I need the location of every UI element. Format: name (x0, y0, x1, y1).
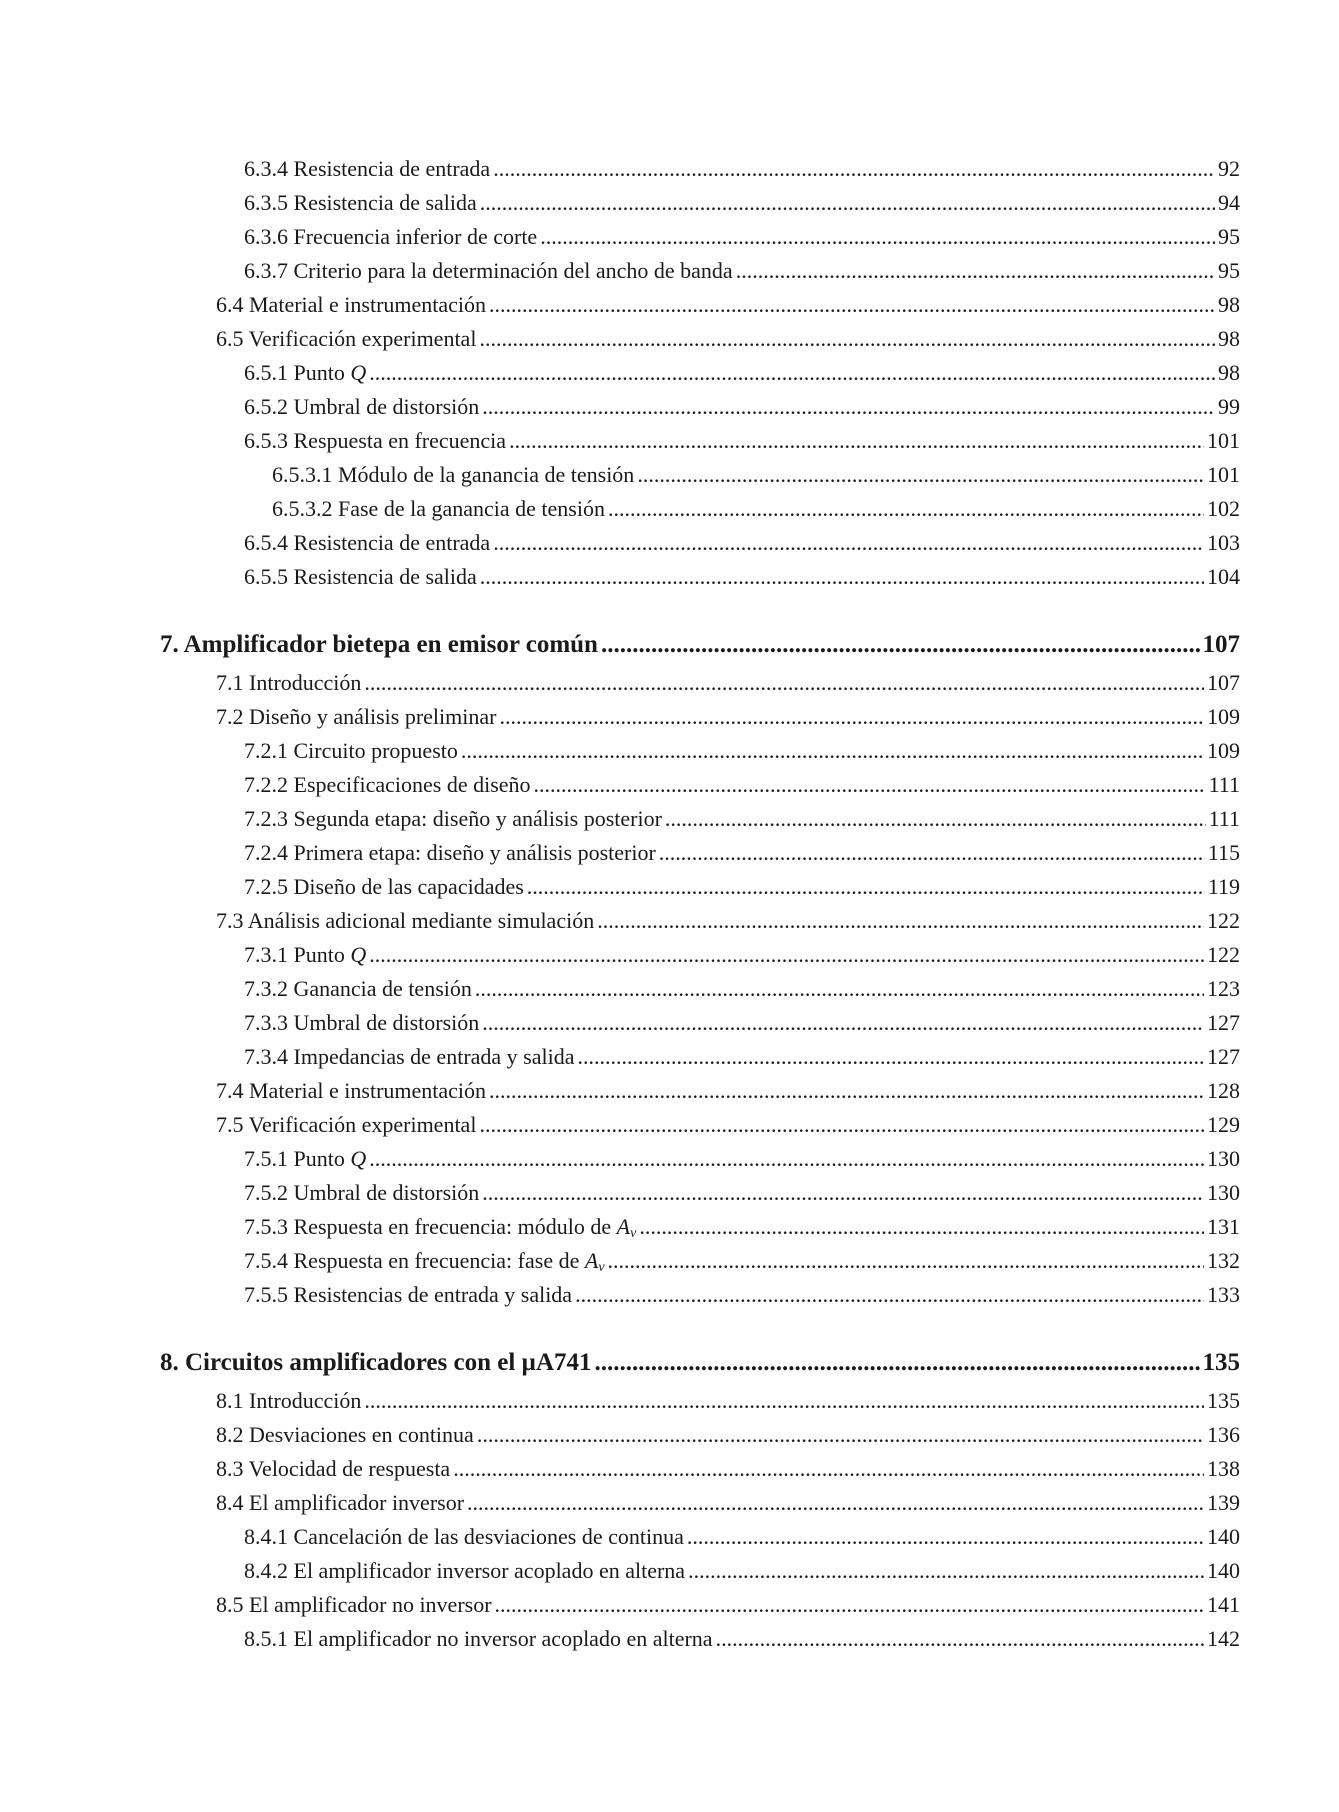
dot-leader (480, 560, 1204, 594)
toc-entry[interactable] (160, 802, 1240, 836)
dot-leader (608, 1244, 1204, 1278)
toc-entry-label: 7.2.1 Circuito propuesto (244, 738, 458, 763)
toc-page-number: 122 (1207, 942, 1240, 967)
toc-page-number: 141 (1207, 1592, 1240, 1617)
dot-leader (688, 1554, 1204, 1588)
toc-entry[interactable] (160, 1520, 1240, 1554)
toc-entry[interactable] (160, 1486, 1240, 1520)
toc-entry[interactable] (160, 186, 1240, 220)
toc-entry[interactable] (160, 492, 1240, 526)
toc-entry-label: 6.3.5 Resistencia de salida (244, 190, 477, 215)
toc-entry[interactable] (160, 424, 1240, 458)
toc-entry-label: 7.5.5 Resistencias de entrada y salida (244, 1282, 573, 1307)
toc-entry-symbol: Q (350, 1146, 367, 1171)
toc-page-number: 107 (1207, 670, 1240, 695)
dot-leader (493, 152, 1215, 186)
dot-leader (479, 1108, 1204, 1142)
dot-leader (509, 424, 1204, 458)
toc-entry[interactable] (160, 836, 1240, 870)
toc-entry[interactable] (160, 1176, 1240, 1210)
toc-page-number: 102 (1207, 496, 1240, 521)
toc-entry[interactable] (160, 560, 1240, 594)
toc-entry-subscript: v (598, 1260, 605, 1275)
toc-page-number: 107 (1202, 631, 1240, 658)
toc-page-number: 138 (1207, 1456, 1240, 1481)
toc-entry-label: 7.3.3 Umbral de distorsión (244, 1010, 480, 1035)
toc-entry-label: 6.5.3.2 Fase de la ganancia de tensión (272, 496, 605, 521)
toc-page-number: 130 (1207, 1180, 1240, 1205)
toc-entry[interactable] (160, 734, 1240, 768)
toc-entry-label: 7.5.2 Umbral de distorsión (244, 1180, 480, 1205)
toc-entry-label: 6.5 Verificación experimental (216, 326, 477, 351)
dot-leader (479, 322, 1215, 356)
toc-page-number: 142 (1207, 1626, 1240, 1651)
toc-entry[interactable] (160, 458, 1240, 492)
dot-leader (597, 904, 1204, 938)
toc-entry[interactable] (160, 254, 1240, 288)
toc-page-number: 140 (1207, 1558, 1240, 1583)
toc-page-number: 95 (1218, 224, 1240, 249)
toc-entry-label: 6.5.3.1 Módulo de la ganancia de tensión (272, 462, 635, 487)
toc-entry-label: 8.5 El amplificador no inversor (216, 1592, 492, 1617)
toc-page-number: 119 (1207, 874, 1240, 899)
toc-page-number: 95 (1218, 258, 1240, 283)
toc-entry-label: 7.3 Análisis adicional mediante simulación (216, 908, 595, 933)
toc-entry-label: 7.2.3 Segunda etapa: diseño y análisis posterior (244, 806, 662, 831)
dot-leader (482, 1006, 1204, 1040)
toc-page-number: 98 (1218, 292, 1240, 317)
toc-entry-label: 7.5 Verificación experimental (216, 1112, 477, 1137)
toc-page-number: 128 (1207, 1078, 1240, 1103)
dot-leader (495, 1588, 1204, 1622)
toc-entry-symbol: A (584, 1248, 599, 1273)
dot-leader (595, 1342, 1200, 1384)
toc-page-number: 132 (1207, 1248, 1240, 1273)
toc-page-number: 104 (1207, 564, 1240, 589)
toc-entry[interactable] (160, 152, 1240, 186)
dot-leader (601, 624, 1200, 666)
dot-leader (489, 288, 1215, 322)
dot-leader (575, 1278, 1204, 1312)
dot-leader (369, 938, 1204, 972)
dot-leader (687, 1520, 1204, 1554)
toc-entry[interactable] (160, 390, 1240, 424)
toc-entry[interactable] (160, 666, 1240, 700)
toc-entry[interactable] (160, 526, 1240, 560)
toc-entry[interactable] (160, 288, 1240, 322)
dot-leader (637, 458, 1204, 492)
toc-entry-label: 8.4.1 Cancelación de las desviaciones de continua (244, 1524, 684, 1549)
dot-leader (489, 1074, 1204, 1108)
dot-leader (467, 1486, 1204, 1520)
toc-entry[interactable] (160, 1108, 1240, 1142)
toc-page-number: 135 (1202, 1349, 1240, 1376)
dot-leader (577, 1040, 1204, 1074)
toc-entry[interactable] (160, 700, 1240, 734)
dot-leader (453, 1452, 1204, 1486)
toc-page-number: 109 (1207, 704, 1240, 729)
toc-page-number: 127 (1207, 1044, 1240, 1069)
toc-page-number: 140 (1207, 1524, 1240, 1549)
toc-entry-label: 8. Circuitos amplificadores con el µA741 (160, 1349, 592, 1376)
toc-entry-label: 7.3.2 Ganancia de tensión (244, 976, 472, 1001)
dot-leader (527, 870, 1205, 904)
dot-leader (493, 526, 1204, 560)
toc-entry-symbol: Q (350, 360, 367, 385)
toc-entry-label: 6.3.4 Resistencia de entrada (244, 156, 491, 181)
toc-entry-label: 7.3.4 Impedancias de entrada y salida (244, 1044, 575, 1069)
toc-page-number: 92 (1218, 156, 1240, 181)
toc-entry-subscript: v (630, 1226, 637, 1241)
toc-page-number: 136 (1207, 1422, 1240, 1447)
toc-entry-label: 8.3 Velocidad de respuesta (216, 1456, 451, 1481)
toc-entry-label: 6.5.2 Umbral de distorsión (244, 394, 480, 419)
toc-entry-label: 8.4 El amplificador inversor (216, 1490, 465, 1515)
toc-page-number: 94 (1218, 190, 1240, 215)
toc-page-number: 101 (1207, 428, 1240, 453)
toc-entry[interactable] (160, 1244, 1240, 1278)
dot-leader (461, 734, 1204, 768)
toc-page-number: 98 (1218, 326, 1240, 351)
toc-entry[interactable] (160, 1384, 1240, 1418)
dot-leader (659, 836, 1205, 870)
toc-entry-label: 7.1 Introducción (216, 670, 362, 695)
table-of-contents (160, 152, 1240, 1656)
dot-leader (736, 254, 1215, 288)
toc-entry-label: 8.5.1 El amplificador no inversor acoplado en alterna (244, 1626, 713, 1651)
toc-entry-label: 7.2.5 Diseño de las capacidades (244, 874, 524, 899)
toc-entry-label: 7.4 Material e instrumentación (216, 1078, 487, 1103)
dot-leader (608, 492, 1204, 526)
toc-page-number: 103 (1207, 530, 1240, 555)
toc-entry[interactable] (160, 1074, 1240, 1108)
dot-leader (499, 700, 1204, 734)
toc-entry[interactable] (160, 1210, 1240, 1244)
toc-entry-label: 6.3.7 Criterio para la determinación del ancho de banda (244, 258, 733, 283)
dot-leader (482, 1176, 1204, 1210)
toc-page-number: 111 (1208, 772, 1240, 797)
toc-entry[interactable] (160, 1278, 1240, 1312)
toc-page-number: 135 (1207, 1388, 1240, 1413)
toc-entry-label: 7.5.1 Punto Q (244, 1146, 367, 1171)
dot-leader (480, 186, 1215, 220)
toc-page-number: 101 (1207, 462, 1240, 487)
dot-leader (475, 972, 1204, 1006)
dot-leader (534, 768, 1206, 802)
dot-leader (477, 1418, 1204, 1452)
dot-leader (364, 1384, 1204, 1418)
toc-entry-label: 6.5.5 Resistencia de salida (244, 564, 477, 589)
toc-page-number: 139 (1207, 1490, 1240, 1515)
toc-entry-label: 7.3.1 Punto Q (244, 942, 367, 967)
dot-leader (639, 1210, 1204, 1244)
toc-page-number: 131 (1207, 1214, 1240, 1239)
toc-page-number: 130 (1207, 1146, 1240, 1171)
dot-leader (482, 390, 1215, 424)
toc-page-number: 122 (1207, 908, 1240, 933)
toc-entry-label: 8.2 Desviaciones en continua (216, 1422, 474, 1447)
dot-leader (369, 1142, 1204, 1176)
toc-entry[interactable] (160, 1452, 1240, 1486)
toc-page-number: 111 (1208, 806, 1240, 831)
toc-entry[interactable] (160, 904, 1240, 938)
toc-entry-label: 8.1 Introducción (216, 1388, 362, 1413)
toc-entry[interactable] (160, 1040, 1240, 1074)
toc-page-number: 115 (1207, 840, 1240, 865)
toc-entry-label: 6.4 Material e instrumentación (216, 292, 487, 317)
toc-entry-symbol: Q (350, 942, 367, 967)
toc-entry[interactable] (160, 1006, 1240, 1040)
dot-leader (540, 220, 1215, 254)
toc-entry[interactable] (160, 1554, 1240, 1588)
toc-entry-label: 7.2.2 Especificaciones de diseño (244, 772, 531, 797)
toc-entry-label: 7.5.3 Respuesta en frecuencia: módulo de $A_v$ (244, 1214, 637, 1241)
toc-entry-label: 8.4.2 El amplificador inversor acoplado en alterna (244, 1558, 686, 1583)
toc-chapter-entry[interactable] (160, 624, 1240, 666)
toc-entry-label: 6.5.1 Punto Q (244, 360, 367, 385)
toc-entry-label: 6.3.6 Frecuencia inferior de corte (244, 224, 538, 249)
dot-leader (369, 356, 1215, 390)
toc-entry-label: 6.5.4 Resistencia de entrada (244, 530, 491, 555)
toc-entry-label: 6.5.3 Respuesta en frecuencia (244, 428, 507, 453)
toc-entry[interactable] (160, 870, 1240, 904)
toc-chapter-entry[interactable] (160, 1342, 1240, 1384)
dot-leader (716, 1622, 1204, 1656)
toc-entry[interactable] (160, 1418, 1240, 1452)
toc-entry[interactable] (160, 1142, 1240, 1176)
toc-page-number: 127 (1207, 1010, 1240, 1035)
toc-entry-label: 7.2.4 Primera etapa: diseño y análisis posterior (244, 840, 656, 865)
toc-entry[interactable] (160, 356, 1240, 390)
toc-entry-label: 7.2 Diseño y análisis preliminar (216, 704, 497, 729)
toc-page-number: 99 (1218, 394, 1240, 419)
toc-entry[interactable] (160, 1622, 1240, 1656)
toc-entry[interactable] (160, 220, 1240, 254)
toc-page-number: 98 (1218, 360, 1240, 385)
toc-page-number: 129 (1207, 1112, 1240, 1137)
toc-entry-label: 7. Amplificador bietepa en emisor común (160, 631, 598, 658)
toc-entry[interactable] (160, 972, 1240, 1006)
toc-entry[interactable] (160, 1588, 1240, 1622)
dot-leader (665, 802, 1206, 836)
toc-page-number: 133 (1207, 1282, 1240, 1307)
dot-leader (364, 666, 1204, 700)
toc-page-number: 109 (1207, 738, 1240, 763)
toc-entry[interactable] (160, 768, 1240, 802)
toc-page-number: 123 (1207, 976, 1240, 1001)
toc-entry-label: 7.5.4 Respuesta en frecuencia: fase de $A_v$ (244, 1248, 605, 1275)
toc-entry[interactable] (160, 938, 1240, 972)
toc-entry-symbol: A (616, 1214, 631, 1239)
toc-entry[interactable] (160, 322, 1240, 356)
